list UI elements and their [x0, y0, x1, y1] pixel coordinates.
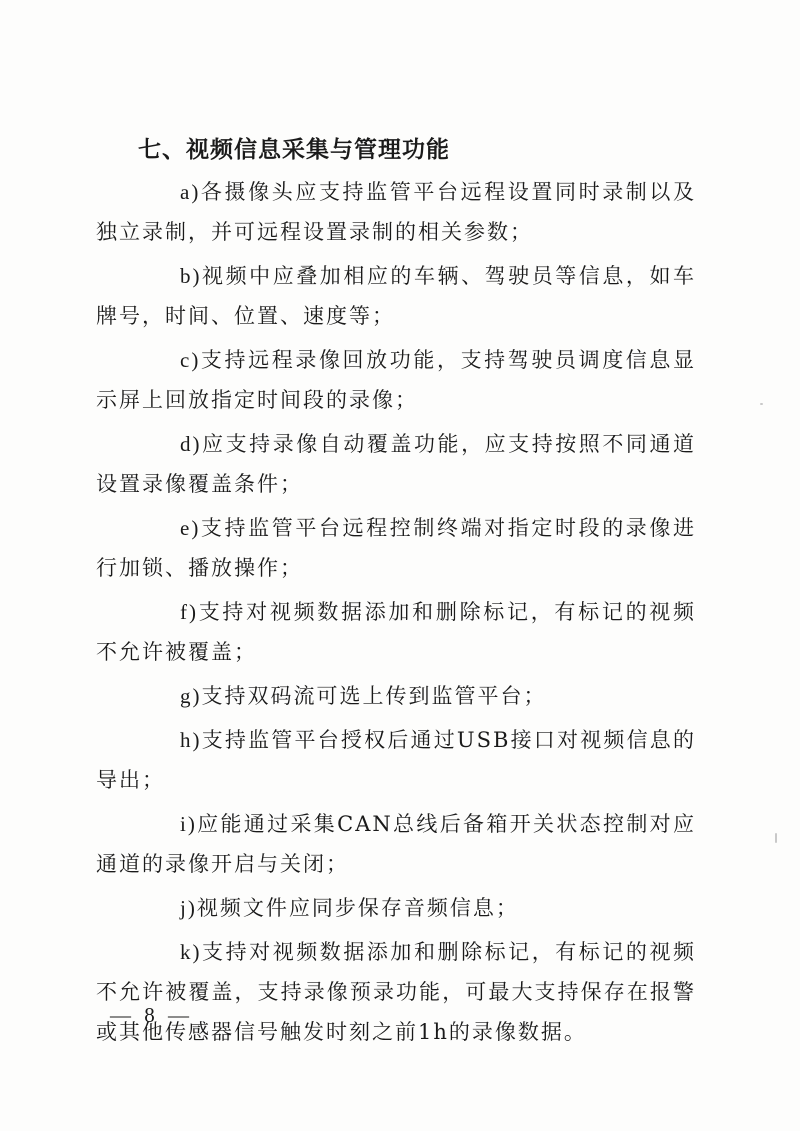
item-text: 支持监管平台远程控制终端对指定时段的录像进行加锁、播放操作；: [96, 516, 696, 580]
item-text: 视频文件应同步保存音频信息；: [196, 896, 519, 920]
item-marker: a): [180, 180, 201, 204]
item-text: 支持对视频数据添加和删除标记，有标记的视频不允许被覆盖；: [96, 600, 696, 664]
item-marker: e): [180, 516, 201, 540]
item-text: 支持监管平台授权后通过USB接口对视频信息的导出；: [96, 728, 696, 792]
item-marker: k): [180, 940, 202, 964]
item-text: 各摄像头应支持监管平台远程设置同时录制以及独立录制，并可远程设置录制的相关参数；: [96, 180, 696, 244]
page-number: — 8 —: [110, 1003, 193, 1027]
item-text: 支持远程录像回放功能，支持驾驶员调度信息显示屏上回放指定时间段的录像；: [96, 348, 696, 412]
section-heading: 七、视频信息采集与管理功能: [138, 137, 450, 163]
list-item: [96, 932, 696, 1052]
requirement-list: [96, 172, 696, 1056]
item-text: 支持双码流可选上传到监管平台；: [201, 684, 547, 708]
item-marker: j): [180, 896, 197, 920]
item-marker: c): [180, 348, 201, 372]
scan-speck: [760, 403, 763, 405]
item-text: 视频中应叠加相应的车辆、驾驶员等信息，如车牌号，时间、位置、速度等；: [96, 264, 696, 328]
item-marker: i): [180, 812, 197, 836]
item-marker: h): [180, 728, 202, 752]
item-marker: g): [180, 684, 202, 708]
list-item: [96, 508, 696, 588]
item-marker: d): [180, 432, 202, 456]
list-item: [96, 172, 696, 252]
item-marker: b): [180, 264, 202, 288]
list-item: [96, 888, 696, 928]
item-marker: f): [180, 600, 198, 624]
list-item: [96, 340, 696, 420]
scan-speck: [775, 833, 777, 843]
list-item: [96, 592, 696, 672]
item-text: 应能通过采集CAN总线后备箱开关状态控制对应通道的录像开启与关闭；: [96, 812, 696, 876]
item-text: 支持对视频数据添加和删除标记，有标记的视频不允许被覆盖，支持录像预录功能，可最大支持保存在报警或其他传感器信号触发时刻之前1h的录像数据。: [96, 940, 696, 1044]
list-item: [96, 720, 696, 800]
item-text: 应支持录像自动覆盖功能，应支持按照不同通道设置录像覆盖条件；: [96, 432, 696, 496]
list-item: [96, 804, 696, 884]
list-item: [96, 676, 696, 716]
list-item: [96, 256, 696, 336]
list-item: [96, 424, 696, 504]
